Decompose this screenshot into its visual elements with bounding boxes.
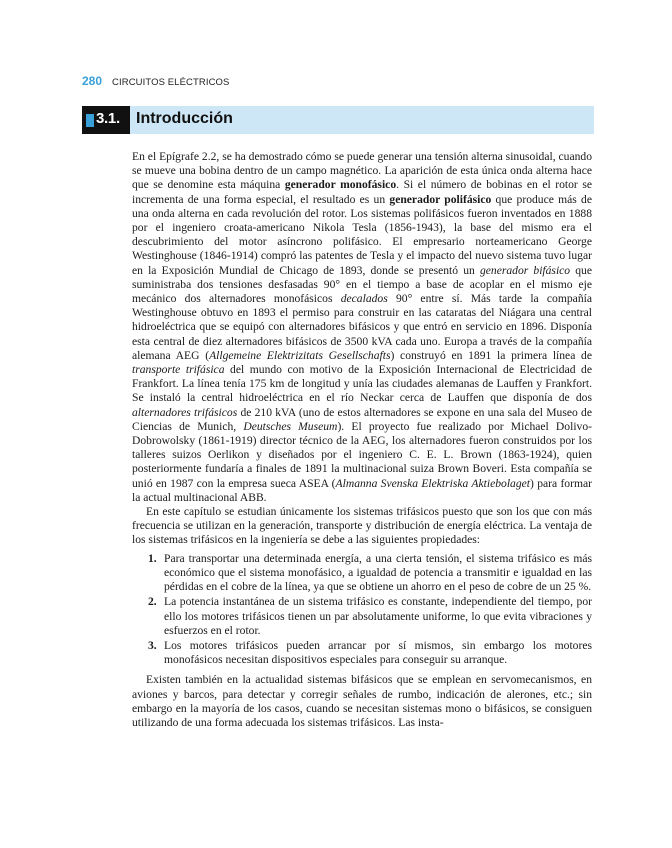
list-item (132, 552, 592, 595)
running-header (82, 74, 229, 88)
text-run: 90° entre sí. Más tarde la compañía Westinghouse obtuvo en 1893 el permiso para construir en las cataratas del Niágara una central hidroeléctrica que se equipó con alternadores bifásicos y que entró en servicio en 1896. Disponía esta central de diez alternadores bifásicos de 3500 kVA cada uno. Europa a través de la compañía alemana AEG ( (132, 292, 592, 362)
body-text (132, 150, 592, 730)
list-item-number: 1. (148, 551, 157, 565)
italic-term: generador bifásico (479, 263, 571, 277)
text-run: ) construyó en 1891 la primera línea de (390, 348, 592, 362)
italic-term: decalados (340, 292, 388, 306)
bold-term: generador polifásico (389, 192, 492, 206)
italic-term: alternadores trifásicos (132, 405, 238, 419)
text-run: ). El proyecto fue realizado por Michael Dolivo-Dobrowolsky (1861-1919) director técnico de la AEG, los alternadores fueron construidos por los talleres suizos Oerlikon y diseñados por el ingeniero C. E. L. Brown (1863-1924), quien posteriormente fundaría a finales de 1891 la multinacional suiza Brown Boveri. Esta compañía se unió en 1987 con la empresa sueca ASEA ( (132, 419, 592, 490)
italic-term: transporte trifásica (132, 363, 225, 377)
text-run: . Si el número de bobinas en el rotor se incrementa de una forma especial, el resultado es un (132, 178, 593, 206)
italic-term: Almanna Svenska Elektriska Aktiebolaget (335, 476, 531, 490)
text-run: que suministraba dos tensiones desfasadas 90° en el tiempo a base de acoplar en el mismo eje mecánico dos alternadores monofásicos (132, 263, 592, 306)
list-item-number: 3. (148, 638, 157, 652)
text-run: En el Epígrafe 2.2, se ha demostrado cómo se puede generar una tensión alterna sinusoidal, cuando se mueve una bobina dentro de un campo magnético. La aparición de esta única onda alterna hace que se denomine esta máquina (132, 150, 592, 192)
page-number: 280 (82, 74, 103, 88)
bold-term: generador monofásico (284, 178, 397, 192)
text-run: ) para formar la actual multinacional ABB. (132, 476, 592, 504)
text-run: del mundo con motivo de la Exposición Internacional de Electricidad de Frankfort. La línea tenía 175 km de longitud y unía las ciudades alemanas de Lauffen y Frankfort. Se instaló la central hidroeléctrica en el río Neckar cerca de Lauffen que disponía de dos (132, 363, 592, 405)
list-item-text: Los motores trifásicos pueden arrancar por sí mismos, sin embargo los motores monofásicos necesitan dispositivos especiales para conseguir su arranque. (164, 638, 592, 667)
section-title: Introducción (136, 110, 233, 127)
list-item (132, 595, 592, 638)
list-item-number: 2. (148, 595, 157, 609)
text-run: que produce más de una onda alterna en cada revolución del rotor. Los sistemas polifásicos fueron inventados en 1888 por el ingeniero croata-americano Nikola Tesla (1856-1943), la base del mismo era el descubrimiento del motor asíncrono polifásico. El empresario norteamericano George Westinghouse (1846-1914) compró las patentes de Tesla y el impacto del nuevo sistema tuvo lugar en la Exposición Mundial de Chicago de 1893, donde se presentó un (132, 192, 592, 277)
paragraph-2: En este capítulo se estudian únicamente los sistemas trifásicos puesto que son los que con más frecuencia se utilizan en la generación, transporte y distribución de energía eléctrica. La ventaja de los sistemas trifásicos en la ingeniería se debe a las siguientes propiedades: (132, 505, 592, 547)
italic-term: Allgemeine Elektrizitats Gesellschafts (209, 348, 391, 362)
section-square-icon (86, 114, 94, 127)
text-run: de 210 kVA (uno de estos alternadores se expone en una sala del Museo de Ciencias de Munich, (132, 405, 592, 433)
section-number: 3.1. (96, 110, 120, 127)
paragraph-3: Existen también en la actualidad sistemas bifásicos que se emplean en servomecanismos, en aviones y barcos, para detectar y corregir señales de rumbo, indicación de alerones, etc.; sin embargo en la mayoría de los casos, cuando se necesitan sistemas mono o bifásicos, se consiguen utilizando de una forma adecuada los sistemas trifásicos. Las insta- (132, 673, 592, 729)
section-heading-bar (82, 106, 594, 134)
properties-list (132, 552, 592, 668)
section-number-badge (82, 106, 130, 134)
running-title: CIRCUITOS ELÉCTRICOS (112, 77, 230, 88)
italic-term: Deutsches Museum (243, 419, 338, 433)
paragraph-1 (132, 150, 592, 505)
list-item-text: Para transportar una determinada energía, a una cierta tensión, el sistema trifásico es más económico que el sistema monofásico, a igualdad de potencia a transmitir e igualdad en las pérdidas en el cobre de la línea, ya que se obtiene un ahorro en el peso de cobre de un 25 %. (164, 551, 592, 594)
list-item (132, 639, 592, 667)
list-item-text: La potencia instantánea de un sistema trifásico es constante, independiente del tiempo, por ello los motores trifásicos tienen un par absolutamente uniforme, lo que evita vibraciones y esfuerzos en el rotor. (164, 595, 592, 637)
